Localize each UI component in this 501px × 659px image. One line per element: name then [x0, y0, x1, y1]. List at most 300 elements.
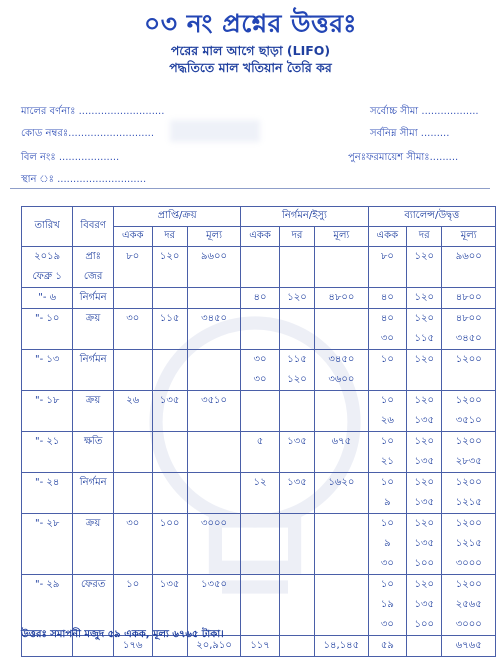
cell-line: ৪৮০০ [455, 313, 482, 324]
cell-r-value [187, 350, 240, 391]
cell-i-value [315, 309, 368, 350]
cell-line [241, 267, 279, 287]
table-row [22, 514, 496, 575]
cell-desc [73, 309, 114, 350]
cell-line: ৯ [384, 538, 391, 549]
cell-line: ১৩৫০ [201, 579, 228, 590]
cell-line [114, 432, 152, 452]
cell-date [22, 514, 73, 575]
cell-line [241, 554, 279, 574]
cell-line: ৪৮০০ [328, 292, 355, 303]
cell-b-value [442, 247, 496, 288]
cell-line [114, 370, 152, 390]
cell-line [442, 267, 495, 287]
cell-line [315, 247, 367, 267]
cell-line: ১২০০ [455, 354, 482, 365]
cell-r-unit [114, 391, 153, 432]
cell-line: ১১৫ [414, 333, 434, 344]
cell-line: "- ৬ [38, 292, 57, 303]
cell-line: ১০ [126, 579, 140, 590]
cell-line [188, 432, 240, 452]
cell-line: ৩৪৫০ [201, 313, 228, 324]
cell-line: ১৩৫ [287, 436, 307, 447]
cell-line [241, 452, 279, 472]
cell-line: ৩০ [126, 518, 140, 529]
cell-line: ২০১৯ [34, 251, 61, 262]
total-b-value: ৬৭৬৫ [442, 636, 496, 657]
cell-r-unit [114, 247, 153, 288]
cell-line [315, 411, 367, 431]
cell-i-rate [279, 432, 314, 473]
cell-desc [73, 391, 114, 432]
cell-b-value [442, 473, 496, 514]
subtitle-line-1: পরের মাল আগে ছাড়া (LIFO) [170, 43, 331, 58]
cell-line: ৩০০০ [455, 558, 482, 569]
subheader-receipt-value: মূল্য [187, 227, 240, 247]
cell-line: "- ১৮ [34, 395, 60, 406]
cell-line: ৩৫১০ [455, 415, 482, 426]
total-b-unit: ৫৯ [368, 636, 407, 657]
cell-b-value [442, 514, 496, 575]
table-row [22, 473, 496, 514]
cell-line [22, 452, 72, 472]
cell-line: ফেরত [80, 579, 106, 590]
subheader-receipt-rate: দর [152, 227, 187, 247]
cell-line: ৩০ [253, 374, 267, 385]
cell-line: ১২০০ [455, 518, 482, 529]
cell-b-unit [368, 288, 407, 309]
cell-line [188, 595, 240, 615]
cell-line: ১২০০ [455, 436, 482, 447]
cell-line [73, 411, 113, 431]
field-code-number: কোড নম্বরঃ........................... [21, 128, 155, 139]
cell-line: ১০ [380, 354, 394, 365]
cell-b-rate [407, 514, 442, 575]
cell-r-rate [152, 247, 187, 288]
cell-line [153, 267, 187, 287]
cell-i-unit [241, 288, 280, 309]
total-i-value: ১৪,১৪৫ [315, 636, 368, 657]
cell-line [241, 247, 279, 267]
cell-line [188, 473, 240, 493]
cell-line: ৪০ [380, 313, 394, 324]
cell-date [22, 473, 73, 514]
cell-b-rate [407, 288, 442, 309]
cell-line [22, 329, 72, 349]
cell-line [241, 595, 279, 615]
cell-line: ১২০ [414, 354, 434, 365]
cell-line: নির্গমন [79, 354, 107, 365]
cell-line: ফেব্রু ১ [32, 271, 62, 282]
header-balance: ব্যালেন্স/উদ্বৃত্ত [368, 207, 495, 227]
cell-b-unit [368, 432, 407, 473]
cell-line: ১৩৫ [159, 395, 180, 406]
cell-line: ১২০০ [455, 579, 482, 590]
cell-line: ১০ [380, 395, 394, 406]
subheader-issue-unit: একক [241, 227, 280, 247]
cell-line: ২৫৬৫ [455, 599, 482, 610]
cell-i-value [315, 473, 368, 514]
cell-line: ১১৫ [159, 313, 180, 324]
cell-r-unit [114, 309, 153, 350]
cell-line: ক্রয় [86, 518, 101, 529]
cell-line [280, 514, 314, 534]
cell-b-value [442, 350, 496, 391]
cell-line: ৩৬০০ [328, 374, 355, 385]
cell-line [188, 411, 240, 431]
cell-line: ৩০ [380, 619, 394, 630]
cell-line [153, 452, 187, 472]
cell-line [188, 452, 240, 472]
cell-line [153, 534, 187, 554]
header-divider [10, 188, 490, 189]
cell-line [315, 595, 367, 615]
cell-line [407, 267, 441, 287]
cell-r-unit [114, 473, 153, 514]
table-header-row [22, 207, 496, 227]
cell-i-unit [241, 247, 280, 288]
cell-line [73, 554, 113, 574]
cell-line [280, 595, 314, 615]
cell-line: ১৩৫ [414, 497, 434, 508]
cell-r-value [187, 288, 240, 309]
cell-line [315, 493, 367, 513]
subheader-balance-unit: একক [368, 227, 407, 247]
cell-line [114, 288, 152, 308]
cell-line: ৫ [256, 436, 264, 447]
cell-line [442, 370, 495, 390]
cell-b-unit [368, 514, 407, 575]
cell-i-rate [279, 473, 314, 514]
cell-r-value [187, 473, 240, 514]
cell-line: "- ২৮ [34, 518, 60, 529]
cell-line [280, 554, 314, 574]
cell-line [153, 411, 187, 431]
cell-line [280, 575, 314, 595]
cell-line [280, 329, 314, 349]
cell-line [114, 493, 152, 513]
cell-line: ১২০ [159, 251, 180, 262]
redacted-area [170, 120, 260, 142]
cell-r-unit [114, 350, 153, 391]
cell-r-rate [152, 309, 187, 350]
cell-line: ৩০০০ [201, 518, 228, 529]
cell-line [280, 452, 314, 472]
table-row [22, 288, 496, 309]
cell-line [241, 575, 279, 595]
cell-line: ২৬ [126, 395, 140, 406]
cell-line: ১২০ [414, 436, 434, 447]
cell-line [315, 309, 367, 329]
cell-b-value [442, 432, 496, 473]
cell-r-value [187, 391, 240, 432]
cell-line [315, 329, 367, 349]
cell-r-unit [114, 514, 153, 575]
cell-line [188, 554, 240, 574]
cell-line: ৬৭৫ [331, 436, 352, 447]
cell-line: ৩০ [253, 354, 267, 365]
table-row [22, 350, 496, 391]
subheader-balance-rate: দর [407, 227, 442, 247]
cell-line: ৪৮০০ [455, 292, 482, 303]
cell-i-value [315, 514, 368, 575]
header-date: তারিখ [22, 207, 73, 247]
table-row [22, 432, 496, 473]
cell-line [280, 267, 314, 287]
cell-line [407, 370, 441, 390]
cell-line: ক্ষতি [83, 436, 103, 447]
cell-r-rate [152, 432, 187, 473]
cell-r-value [187, 247, 240, 288]
cell-line: ৪০ [253, 292, 267, 303]
cell-line [22, 370, 72, 390]
cell-desc [73, 514, 114, 575]
cell-line [315, 554, 367, 574]
subheader-receipt-unit: একক [114, 227, 153, 247]
cell-desc [73, 247, 114, 288]
cell-line [22, 534, 72, 554]
cell-line: ৯৬০০ [201, 251, 228, 262]
field-reorder-limit: পুনঃফরমায়েশ সীমাঃ......... [348, 152, 459, 163]
cell-line [22, 411, 72, 431]
cell-line: নির্গমন [79, 477, 107, 488]
cell-line [241, 329, 279, 349]
cell-line: ১২০০ [455, 477, 482, 488]
cell-b-unit [368, 473, 407, 514]
cell-r-value [187, 309, 240, 350]
cell-line [369, 370, 407, 390]
cell-line [153, 473, 187, 493]
cell-line [315, 575, 367, 595]
cell-line [188, 267, 240, 287]
cell-line: "- ২১ [34, 436, 60, 447]
cell-line [241, 514, 279, 534]
cell-line: জের [83, 271, 103, 282]
cell-line [114, 534, 152, 554]
cell-b-rate [407, 473, 442, 514]
cell-line [188, 350, 240, 370]
cell-line [114, 267, 152, 287]
cell-r-rate [152, 473, 187, 514]
cell-date [22, 288, 73, 309]
cell-line: ২১ [380, 456, 394, 467]
cell-line [188, 329, 240, 349]
cell-i-rate [279, 350, 314, 391]
cell-i-value [315, 391, 368, 432]
cell-i-value [315, 288, 368, 309]
cell-line [153, 554, 187, 574]
cell-i-rate [279, 288, 314, 309]
cell-line: ১২০ [414, 313, 434, 324]
page-subtitle [0, 42, 501, 76]
subheader-issue-rate: দর [279, 227, 314, 247]
cell-date [22, 432, 73, 473]
table-row [22, 391, 496, 432]
cell-line: ৩৪৫০ [455, 333, 482, 344]
field-item-description: মালের বর্ণনাঃ ........................... [21, 106, 165, 117]
cell-line: ৩০ [380, 333, 394, 344]
header-description: বিবরণ [73, 207, 114, 247]
cell-i-unit [241, 473, 280, 514]
cell-line: ১২০ [414, 292, 434, 303]
field-min-limit: সর্বনিম্ন সীমা ......... [370, 128, 450, 139]
field-location: স্থান ঃ ............................ [21, 174, 147, 185]
cell-line [315, 391, 367, 411]
cell-i-rate [279, 309, 314, 350]
cell-line [73, 534, 113, 554]
cell-b-rate [407, 432, 442, 473]
cell-line: ১২০ [414, 579, 434, 590]
cell-line: ক্রয় [86, 395, 101, 406]
cell-line [315, 452, 367, 472]
stock-ledger-table [21, 206, 496, 657]
cell-b-rate [407, 350, 442, 391]
cell-b-rate [407, 391, 442, 432]
subtitle-line-2: পদ্ধতিতে মাল খতিয়ান তৈরি কর [169, 60, 332, 75]
cell-line: ৮০ [126, 251, 140, 262]
cell-line: ১৯ [380, 599, 394, 610]
header-receipt: প্রাপ্তি/ক্রয় [114, 207, 241, 227]
cell-line: ১২০ [287, 292, 307, 303]
cell-line: ১০ [380, 436, 394, 447]
cell-line [315, 267, 367, 287]
cell-b-unit [368, 247, 407, 288]
field-max-limit: সর্বোচ্চ সীমা .................. [370, 106, 479, 117]
cell-b-value [442, 391, 496, 432]
cell-line: ১০ [380, 579, 394, 590]
cell-line [241, 391, 279, 411]
cell-line [280, 391, 314, 411]
cell-line [369, 267, 407, 287]
cell-r-rate [152, 514, 187, 575]
cell-line [114, 411, 152, 431]
cell-b-unit [368, 391, 407, 432]
cell-line [114, 473, 152, 493]
total-i-unit: ১১৭ [241, 636, 280, 657]
cell-line [241, 493, 279, 513]
cell-line: ১০ [380, 518, 394, 529]
cell-desc [73, 432, 114, 473]
cell-line [188, 534, 240, 554]
cell-line [73, 329, 113, 349]
cell-line [153, 493, 187, 513]
cell-line [315, 514, 367, 534]
cell-i-value [315, 350, 368, 391]
cell-b-unit [368, 309, 407, 350]
cell-line: ৪০ [380, 292, 394, 303]
cell-date [22, 309, 73, 350]
cell-i-rate [279, 514, 314, 575]
cell-line [73, 452, 113, 472]
cell-date [22, 350, 73, 391]
page-title: ০৩ নং প্রশ্নের উত্তরঃ [144, 9, 357, 38]
cell-i-unit [241, 391, 280, 432]
table-row [22, 247, 496, 288]
cell-r-rate [152, 288, 187, 309]
cell-r-value [187, 432, 240, 473]
cell-line [153, 329, 187, 349]
cell-r-unit [114, 288, 153, 309]
cell-i-unit [241, 309, 280, 350]
cell-i-unit [241, 350, 280, 391]
cell-line: ১৬২০ [328, 477, 355, 488]
cell-line: ১৩৫ [414, 538, 434, 549]
cell-line: ১২১৫ [455, 497, 482, 508]
cell-line: ৩৫১০ [201, 395, 228, 406]
cell-line: ১০০ [159, 518, 180, 529]
cell-line: নির্গমন [79, 292, 107, 303]
cell-desc [73, 288, 114, 309]
cell-line [153, 595, 187, 615]
cell-line: ৯ [384, 497, 391, 508]
cell-line [241, 411, 279, 431]
subheader-balance-value: মূল্য [442, 227, 496, 247]
cell-b-rate [407, 247, 442, 288]
cell-i-value [315, 247, 368, 288]
cell-line: ১৩৫ [287, 477, 307, 488]
cell-i-unit [241, 432, 280, 473]
cell-line: ১১৫ [287, 354, 307, 365]
cell-r-rate [152, 350, 187, 391]
cell-line [280, 247, 314, 267]
cell-line: ৩০ [380, 558, 394, 569]
cell-line [114, 554, 152, 574]
header-issue: নির্গমন/ইস্যু [241, 207, 368, 227]
cell-line [153, 370, 187, 390]
cell-line [114, 595, 152, 615]
cell-line [153, 288, 187, 308]
cell-line: ২৬ [380, 415, 394, 426]
cell-line: ১৩৫ [414, 599, 434, 610]
cell-line [73, 493, 113, 513]
cell-line: "- ১০ [34, 313, 60, 324]
cell-date [22, 391, 73, 432]
cell-line: ২৮৩৫ [455, 456, 482, 467]
cell-b-unit [368, 350, 407, 391]
cell-line: ১২০ [414, 251, 434, 262]
cell-line [188, 288, 240, 308]
cell-line: ৩০০০ [455, 619, 482, 630]
total-r-value: ২০,৯১০ [187, 636, 240, 657]
cell-line: ১২ [253, 477, 267, 488]
cell-b-value [442, 309, 496, 350]
cell-line [280, 411, 314, 431]
cell-r-rate [152, 391, 187, 432]
cell-line [73, 595, 113, 615]
cell-line: ১২০০ [455, 395, 482, 406]
cell-line [114, 350, 152, 370]
cell-line: ৩০ [126, 313, 140, 324]
cell-line [153, 350, 187, 370]
cell-line [280, 493, 314, 513]
cell-r-value [187, 514, 240, 575]
cell-i-rate [279, 391, 314, 432]
cell-i-value [315, 432, 368, 473]
cell-line [114, 452, 152, 472]
cell-line: ৯৬০০ [455, 251, 482, 262]
cell-line: ১০০ [414, 558, 434, 569]
cell-line: ১২১৫ [455, 538, 482, 549]
cell-line [73, 370, 113, 390]
cell-line: ক্রয় [86, 313, 101, 324]
cell-line [22, 554, 72, 574]
cell-line: "- ২৪ [34, 477, 60, 488]
cell-line: "- ১৩ [34, 354, 60, 365]
cell-line [241, 534, 279, 554]
cell-desc [73, 473, 114, 514]
cell-line [188, 493, 240, 513]
cell-desc [73, 350, 114, 391]
